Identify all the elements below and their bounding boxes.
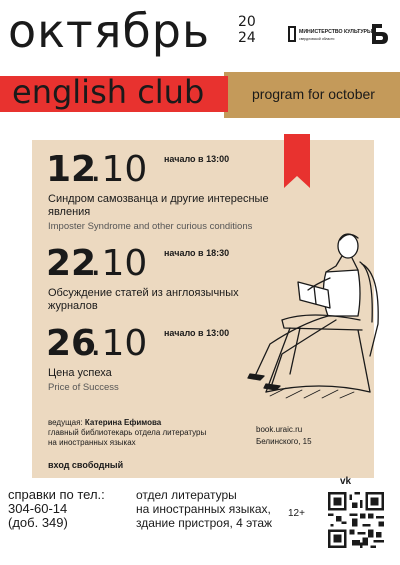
event-3-title-ru: Цена успеха	[48, 367, 112, 379]
program-label: program for october	[252, 86, 375, 102]
host-role-line-2: на иностранных языках	[48, 438, 136, 447]
event-1-title-ru-line-1: Синдром самозванца и другие интересные	[48, 193, 269, 205]
event-2-title-ru-line-2: журналов	[48, 300, 98, 312]
event-2-time: начало в 18:30	[164, 248, 230, 258]
department-info	[136, 488, 272, 530]
event-1-time: начало в 13:00	[164, 154, 230, 164]
event-3-month: .10	[90, 323, 148, 364]
club-title: english club	[12, 73, 205, 111]
ministry-logo-sub: свердловской области	[299, 37, 335, 41]
event-3-title-en: Price of Success	[48, 382, 119, 393]
dept-line-1: отдел литературы	[136, 488, 237, 502]
phone-label: справки по тел.:	[8, 487, 105, 502]
host-info	[48, 418, 248, 448]
event-3-day: 26	[46, 323, 97, 364]
event-1-day: 12	[46, 149, 97, 190]
year	[238, 14, 256, 46]
dept-line-2: на иностранных языках,	[136, 502, 271, 516]
event-2-day: 22	[46, 243, 97, 284]
event-1-title-ru	[48, 193, 288, 219]
month-title: октябрь	[8, 4, 211, 58]
event-1-title-en: Imposter Syndrome and other curious conditions	[48, 221, 253, 232]
street-address: Белинского, 15	[256, 437, 312, 446]
event-2-month: .10	[90, 243, 148, 284]
host-label: ведущая:	[48, 418, 83, 427]
website-link[interactable]: book.uraic.ru	[256, 425, 303, 434]
phone-number[interactable]: 304-60-14	[8, 501, 68, 516]
phone-extension: (доб. 349)	[8, 515, 68, 530]
qr-code[interactable]	[328, 492, 384, 548]
ministry-logo-text: МИНИСТЕРСТВО КУЛЬТУРЫ	[299, 29, 373, 35]
event-1-title-ru-line-2: явления	[48, 206, 91, 218]
year-line-1: 20	[238, 14, 256, 30]
bookmark-ribbon	[284, 134, 310, 188]
free-entry: вход свободный	[48, 460, 124, 470]
host-role-line-1: главный библиотекарь отдела литературы	[48, 428, 207, 437]
event-3-time: начало в 13:00	[164, 328, 230, 338]
reading-man-illustration	[230, 224, 392, 404]
address-block	[256, 424, 312, 448]
dept-line-3: здание пристроя, 4 этаж	[136, 516, 273, 530]
phone-info	[8, 488, 105, 530]
vk-icon[interactable]: vk	[340, 476, 352, 487]
age-rating: 12+	[288, 508, 305, 519]
ministry-logo	[288, 24, 373, 46]
event-1-month: .10	[90, 149, 148, 190]
library-logo	[366, 22, 394, 48]
year-line-2: 24	[238, 30, 256, 46]
event-2-title-ru-line-1: Обсуждение статей из англоязычных	[48, 287, 239, 299]
host-name: Катерина Ефимова	[84, 418, 162, 427]
